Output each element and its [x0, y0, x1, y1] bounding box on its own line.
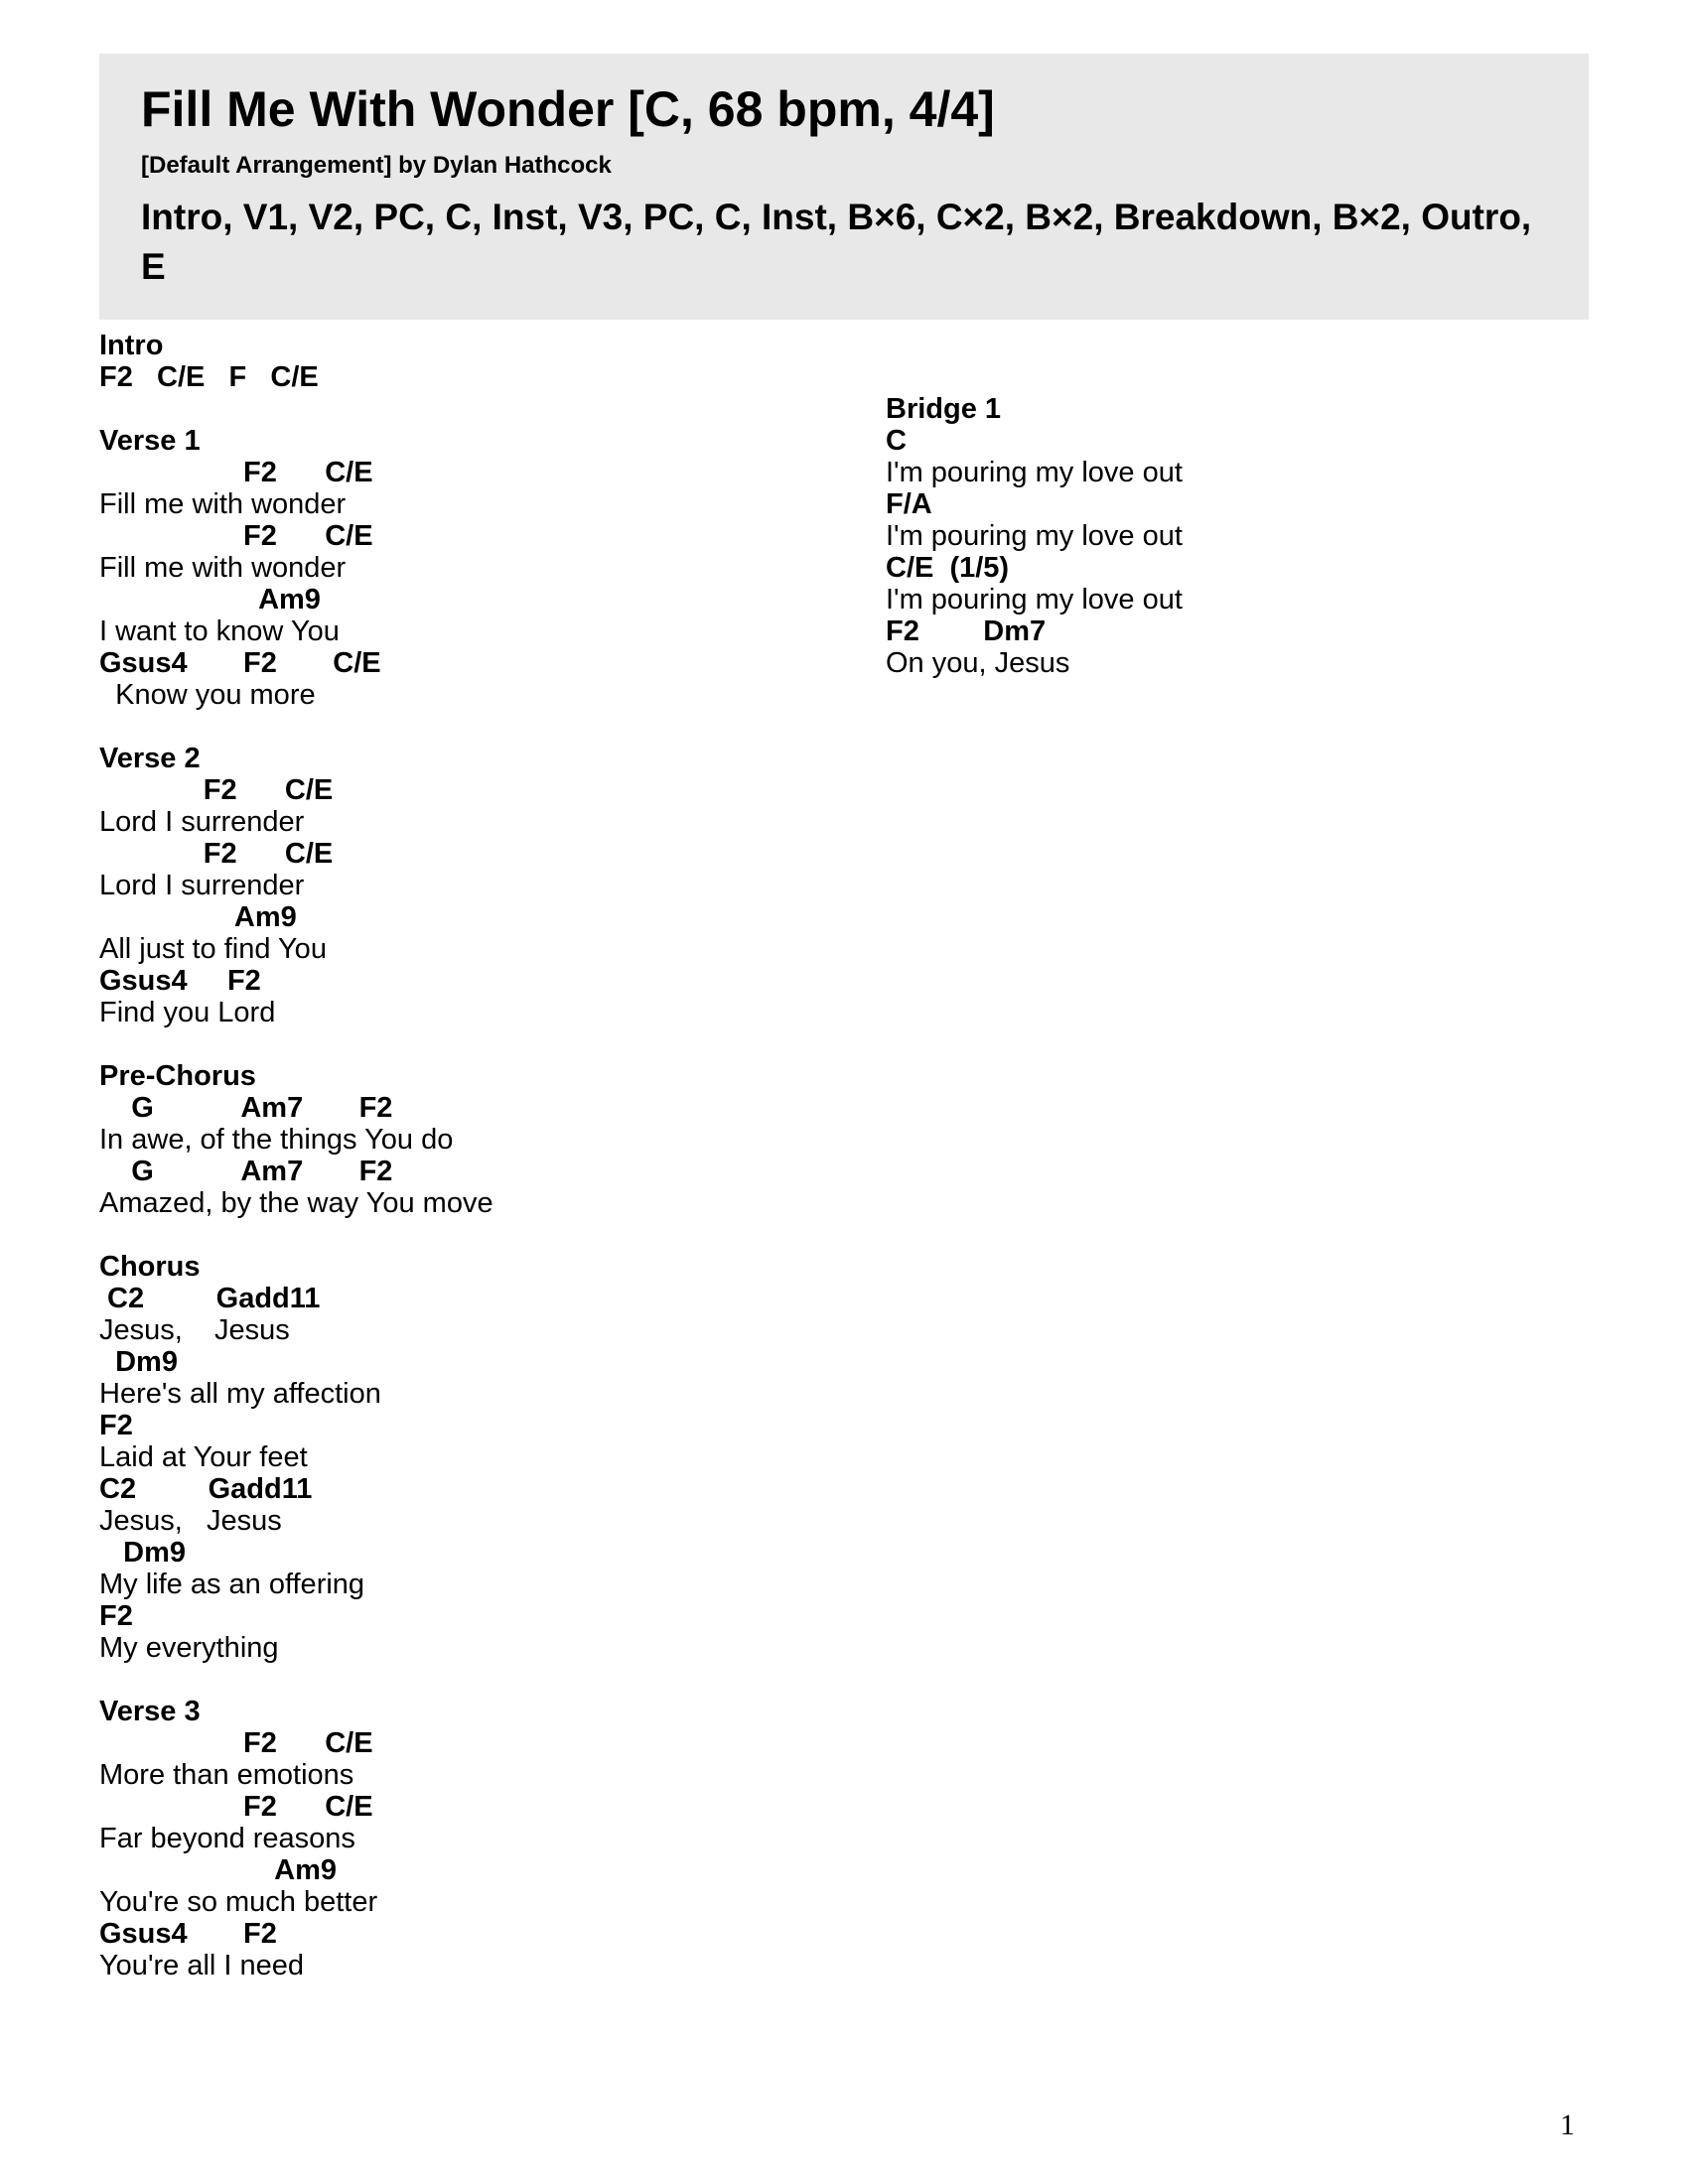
lyric-line: Fill me with wonder [99, 488, 347, 520]
chord-line: F2 C/E [99, 520, 373, 552]
song-section [99, 330, 854, 393]
section-title: Pre-Chorus [99, 1060, 256, 1092]
lyric-line: You're all I need [99, 1950, 305, 1981]
chord-line: G Am7 F2 [99, 1156, 393, 1187]
chord-line: C2 Gadd11 [99, 1473, 313, 1505]
lyric-line: Lord I surrender [99, 870, 305, 901]
lyric-line: My everything [99, 1632, 279, 1664]
chord-line: F2 C/E F C/E [99, 361, 319, 393]
section-title: Chorus [99, 1251, 201, 1283]
lyric-line: I want to know You [99, 615, 340, 647]
lyric-line: On you, Jesus [886, 647, 1070, 679]
chord-line: Am9 [99, 1854, 338, 1886]
right-column [886, 393, 1640, 711]
chord-line: F2 C/E [99, 457, 373, 488]
chord-line: F2 [99, 1410, 133, 1441]
lyric-line: In awe, of the things You do [99, 1124, 454, 1156]
chord-line: C [886, 425, 907, 457]
lyric-line: Know you more [99, 679, 316, 711]
left-column [99, 330, 854, 2013]
song-title: Fill Me With Wonder [C, 68 bpm, 4/4] [141, 81, 995, 137]
lyric-line: All just to find You [99, 933, 327, 965]
lyric-line: My life as an offering [99, 1569, 365, 1600]
arrangement-author: [Default Arrangement] by Dylan Hathcock [141, 152, 612, 179]
chord-line: F/A [886, 488, 932, 520]
song-header [99, 54, 1589, 320]
lyric-line: I'm pouring my love out [886, 584, 1183, 615]
song-section [99, 1696, 854, 1981]
section-title: Bridge 1 [886, 393, 1002, 425]
song-section [99, 743, 854, 1028]
song-section [99, 1060, 854, 1219]
lyric-line: More than emotions [99, 1759, 354, 1791]
arrangement-order: Intro, V1, V2, PC, C, Inst, V3, PC, C, Inst, B×6, C×2, B×2, Breakdown, B×2, Outro, E [141, 197, 1532, 287]
lyric-line: Fill me with wonder [99, 552, 347, 584]
lyric-line: Laid at Your feet [99, 1441, 308, 1473]
section-title: Intro [99, 330, 164, 361]
chord-line: Am9 [99, 584, 321, 615]
lyric-line: Jesus, Jesus [99, 1314, 290, 1346]
chord-line: F2 C/E [99, 774, 334, 806]
chord-line: F2 [99, 1600, 133, 1632]
song-section [886, 393, 1640, 679]
section-title: Verse 2 [99, 743, 201, 774]
section-title: Verse 1 [99, 425, 201, 457]
lyric-line: I'm pouring my love out [886, 520, 1183, 552]
lyric-line: You're so much better [99, 1886, 378, 1918]
chord-line: Gsus4 F2 [99, 965, 261, 997]
chord-line: Dm9 [99, 1346, 178, 1378]
chord-line: G Am7 F2 [99, 1092, 393, 1124]
song-section [99, 1251, 854, 1664]
chord-line: F2 C/E [99, 1727, 373, 1759]
chord-line: Gsus4 F2 C/E [99, 647, 381, 679]
section-title: Verse 3 [99, 1696, 201, 1727]
lyric-line: Amazed, by the way You move [99, 1187, 493, 1219]
chord-line: C2 Gadd11 [99, 1283, 321, 1314]
chord-line: Dm9 [99, 1537, 187, 1569]
chord-line: F2 Dm7 [886, 615, 1047, 647]
chord-line: F2 C/E [99, 838, 334, 870]
chord-line: Am9 [99, 901, 297, 933]
lyric-line: Far beyond reasons [99, 1823, 355, 1854]
chord-line: F2 C/E [99, 1791, 373, 1823]
lyric-line: Here's all my affection [99, 1378, 381, 1410]
lyric-line: I'm pouring my love out [886, 457, 1183, 488]
page-number: 1 [1560, 2109, 1575, 2141]
lyric-line: Find you Lord [99, 997, 276, 1028]
song-section [99, 425, 854, 711]
lyric-line: Jesus, Jesus [99, 1505, 282, 1537]
chord-line: Gsus4 F2 [99, 1918, 277, 1950]
lyric-line: Lord I surrender [99, 806, 305, 838]
chord-line: C/E (1/5) [886, 552, 1010, 584]
